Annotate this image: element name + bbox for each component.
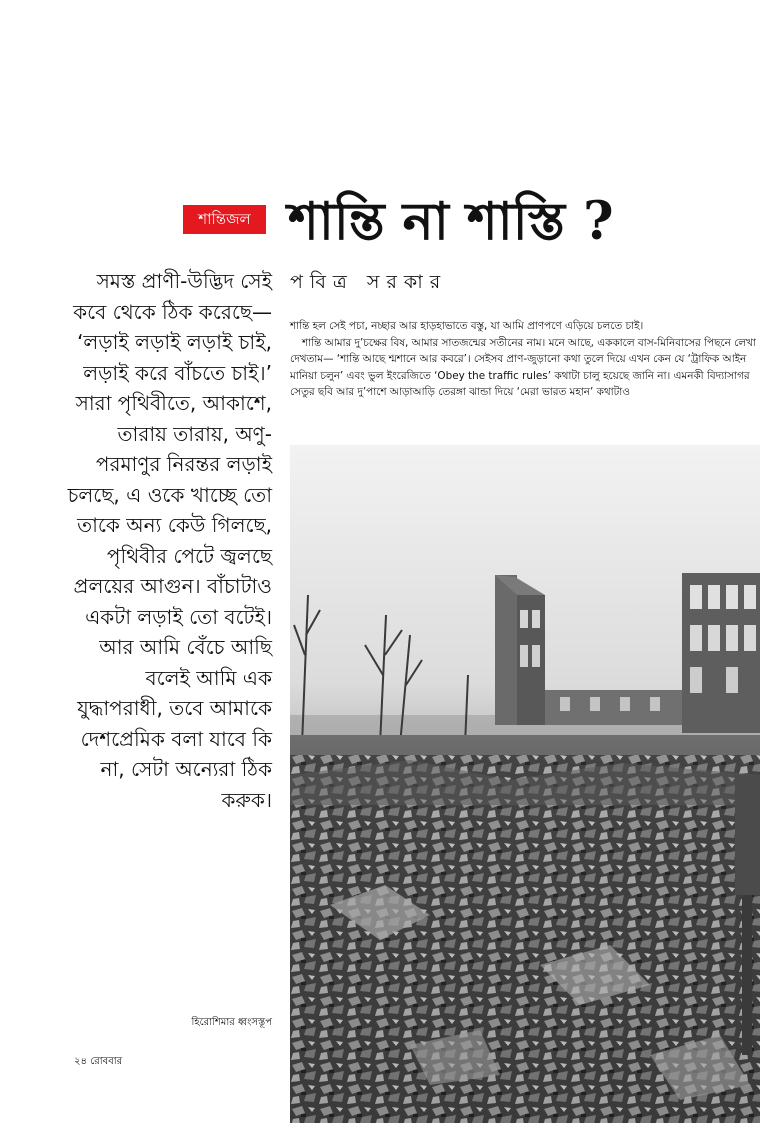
article-headline: শান্তি না শাস্তি ? [288,191,614,252]
ruins-photo [290,445,760,1123]
page-folio [74,1055,122,1069]
page-number: ২৪ [74,1056,87,1067]
section-badge: শান্তিজল [183,205,266,234]
article-body [290,318,756,401]
body-paragraph: শান্তি হল সেই পচা, নচ্ছার আর হাড়হাভাতে বস্তু, যা আমি প্রাণপণে এড়িয়ে চলতে চাই। [290,320,644,332]
photo-caption: হিরোশিমার ধ্বংসস্তূপ [191,1017,272,1028]
author-byline: পবিত্র সরকার [290,271,448,293]
photo-ruins-icon [290,445,760,1123]
body-paragraph: শান্তি আমার দু’চক্ষের বিষ, আমার সাতজন্মের সতীনের নাম। মনে আছে, এককালে বাস-মিনিবাসের পিছনে লেখা দেখতাম— ‘শান্তি আছে শ্মশানে আর কবরে’। সেইসব প্রাণ-জুড়ানো কথা তুলে দিয়ে এখন কেন যে ‘ট্রাফিক আইন মানিয়া চলুন’ এবং ভুল ইংরেজিতে ‘Obey the traffic rules’ কথাটা চালু হয়েছে জানি না। এমনকী বিদ্যাসাগর সেতুর ছবি আর দু’পাশে আড়াআড়ি তেরঙ্গা ঝান্ডা দিয়ে ‘মেরা ভারত মহান’ কথাটাও [290,336,756,399]
pull-quote: সমস্ত প্রাণী-উদ্ভিদ সেই কবে থেকে ঠিক করেছে— ‘লড়াই লড়াই লড়াই চাই, লড়াই করে বাঁচতে চাই।’ সারা পৃথিবীতে, আকাশে, তারায় তারায়, অণু-পরমাণুর নিরন্তর লড়াই চলছে, এ ওকে খাচ্ছে তো তাকে অন্য কেউ গিলছে, পৃথিবীর পেটে জ্বলছে প্রলয়ের আগুন। বাঁচাটাও একটা লড়াই তো বটেই। আর আমি বেঁচে আছি বলেই আমি এক যুদ্ধাপরাধী, তবে আমাকে দেশপ্রেমিক বলা যাবে কি না, সেটা অন্যেরা ঠিক করুক। [67,269,272,812]
publication-name: রোববার [90,1056,123,1067]
